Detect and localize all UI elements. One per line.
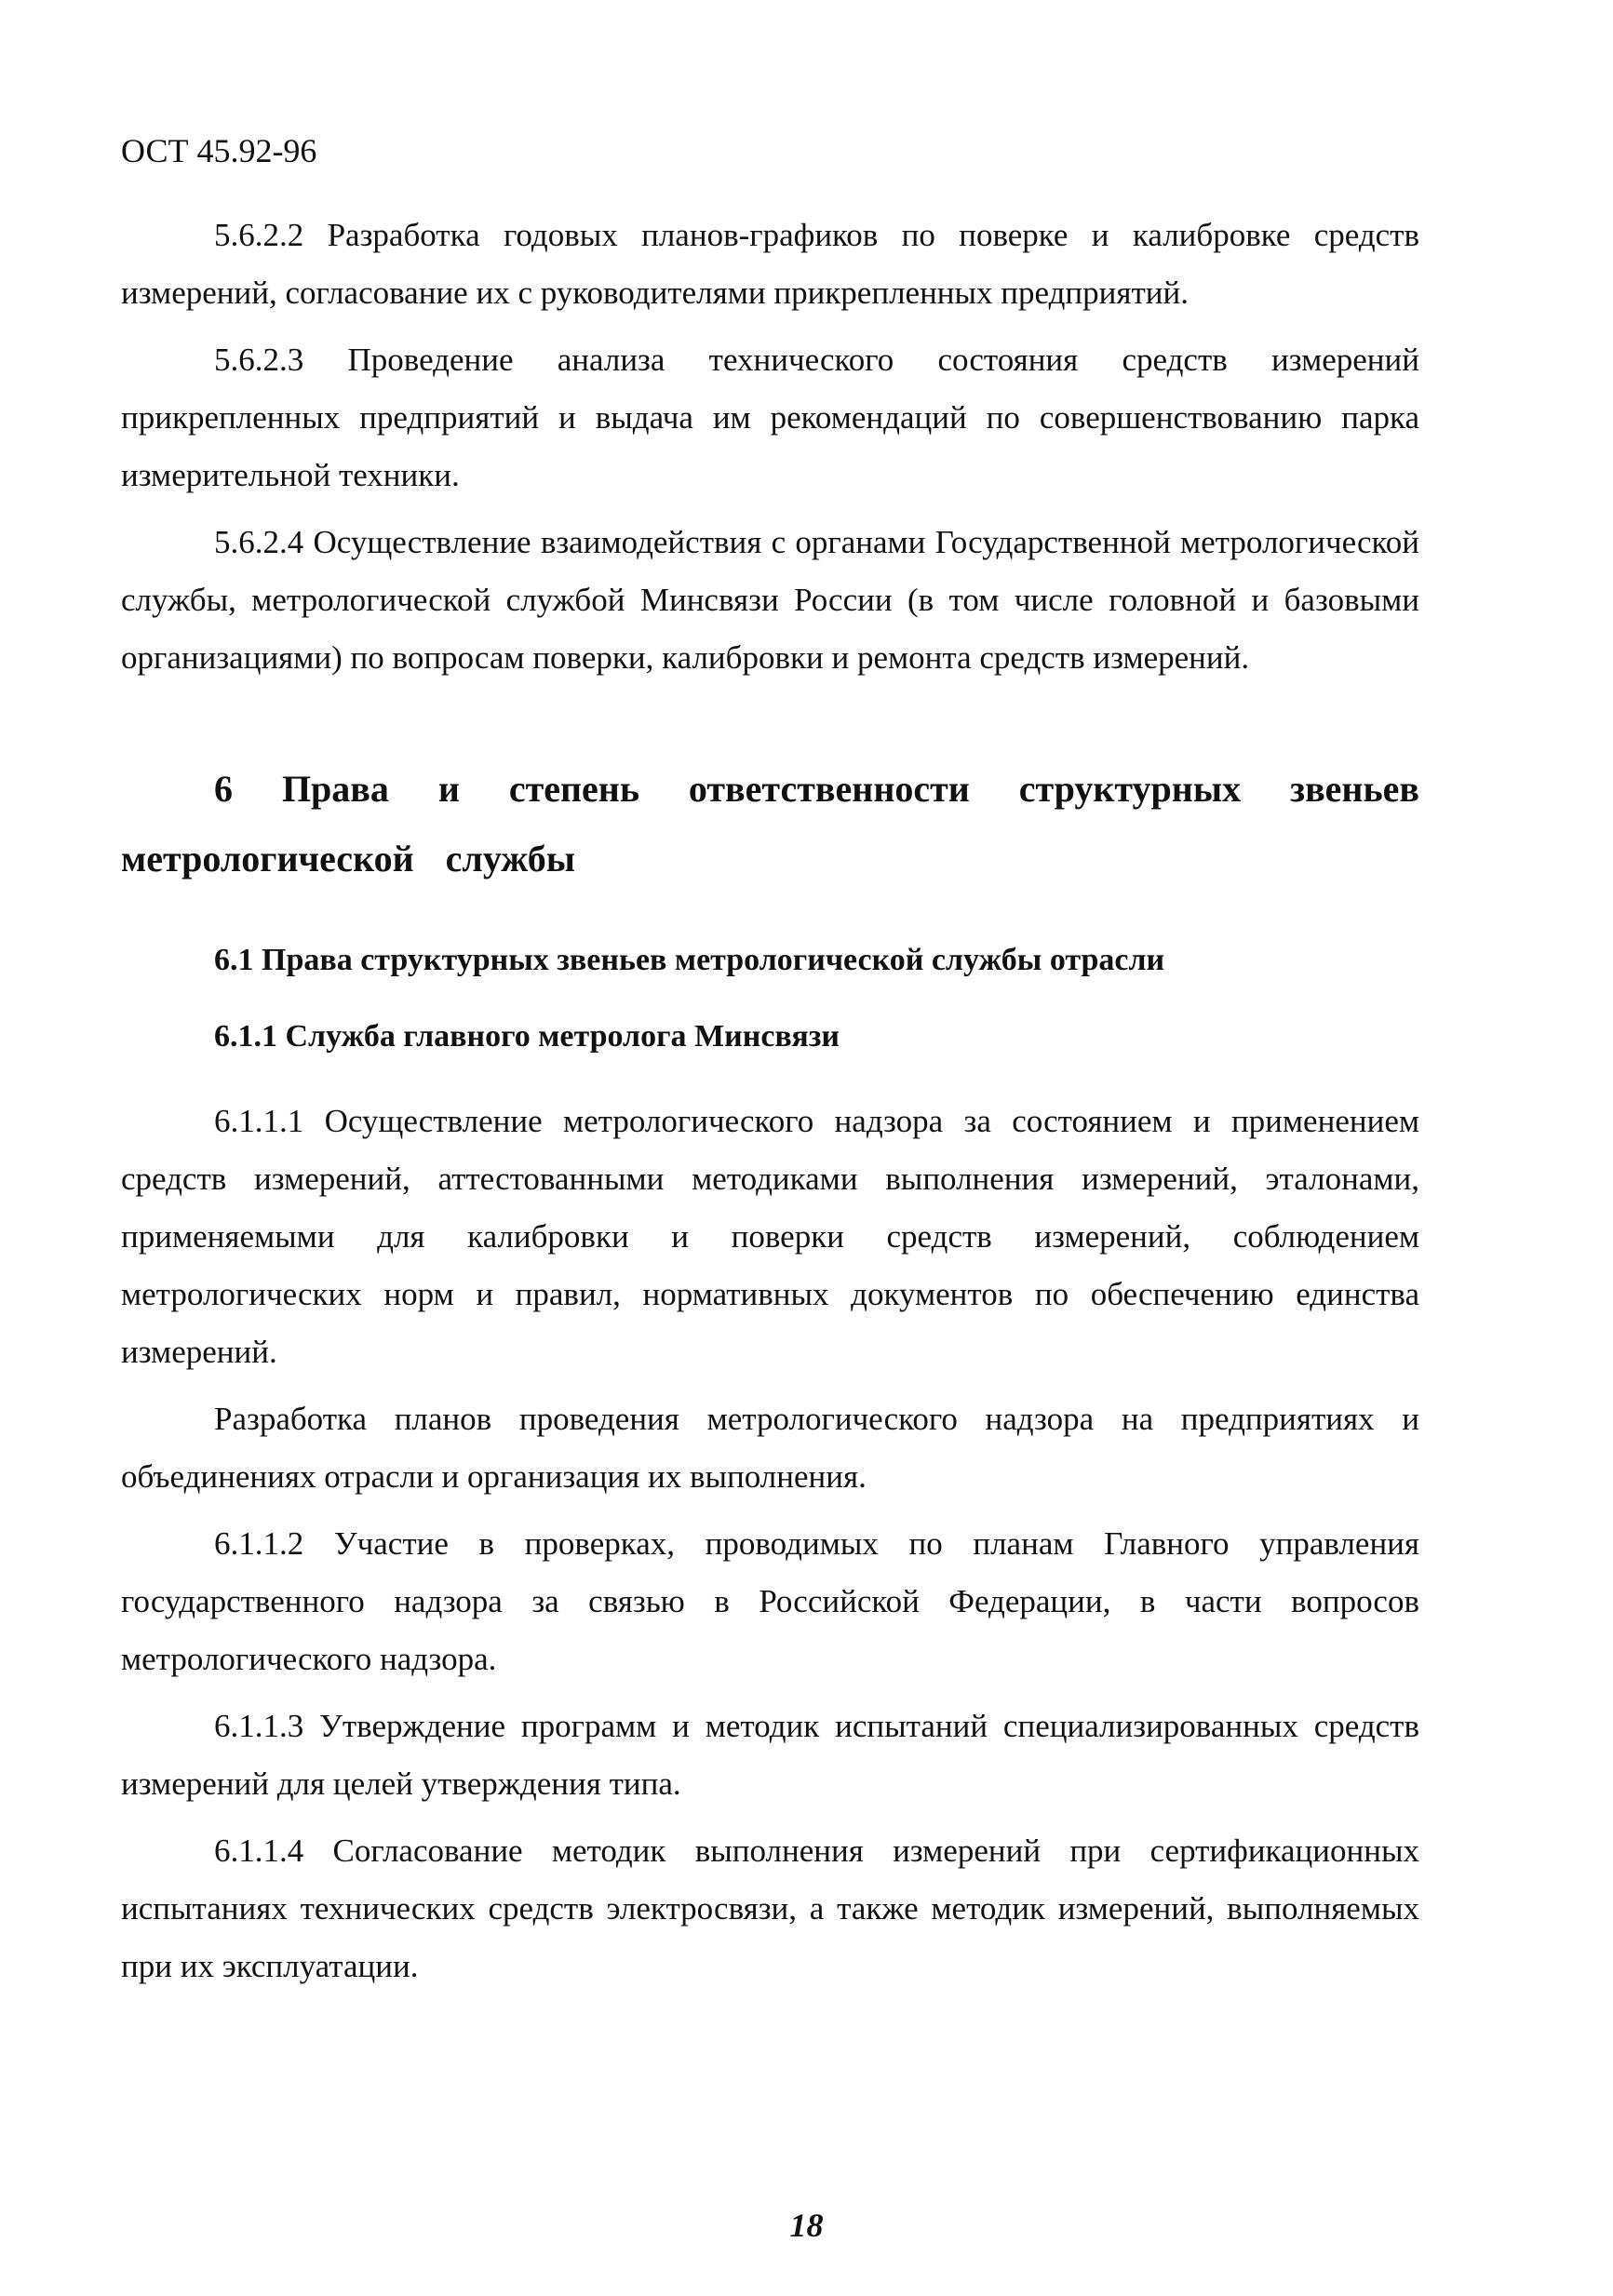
page-number: 18 <box>789 2207 824 2244</box>
section-6-1-heading: 6.1 Права структурных звеньев метрологической службы отрасли <box>214 943 1165 977</box>
paragraph-5-6-2-3: 5.6.2.3 Проведение анализа технического состояния средств измерений прикрепленных предприятий и выдача им рекомендаций по совершенствованию парка измерительной техники. <box>121 342 1419 493</box>
document-code: ОСТ 45.92-96 <box>121 132 317 169</box>
paragraph-5-6-2-2: 5.6.2.2 Разработка годовых планов-графиков по поверке и калибровке средств измерений, согласование их с руководителями прикрепленных предприятий. <box>121 217 1419 311</box>
paragraph-6-1-1-3: 6.1.1.3 Утверждение программ и методик испытаний специализированных средств измерений для целей утверждения типа. <box>121 1708 1419 1802</box>
document-body <box>121 207 1419 2005</box>
paragraph-6-1-1-1-continued: Разработка планов проведения метрологического надзора на предприятиях и объединениях отрасли и организация их выполнения. <box>121 1401 1419 1495</box>
paragraph-6-1-1-2: 6.1.1.2 Участие в проверках, проводимых по планам Главного управления государственного надзора за связью в Российской Федерации, в части вопросов метрологического надзора. <box>121 1525 1419 1677</box>
section-6-heading: 6 Права и степень ответственности структурных звеньев метрологической службы <box>121 768 1419 879</box>
paragraph-6-1-1-1: 6.1.1.1 Осуществление метрологического надзора за состоянием и применением средств измерений, аттестованными методиками выполнения измерений, эталонами, применяемыми для калибровки и поверки средств измерений, соблюдением метрологических норм и правил, нормативных документов по обеспечению единства измерений. <box>121 1103 1419 1370</box>
section-6-1-1-heading: 6.1.1 Служба главного метролога Минсвязи <box>214 1019 840 1054</box>
paragraph-6-1-1-4: 6.1.1.4 Согласование методик выполнения измерений при сертификационных испытаниях технических средств электросвязи, а также методик измерений, выполняемых при их эксплуатации. <box>121 1833 1419 1984</box>
paragraph-5-6-2-4: 5.6.2.4 Осуществление взаимодействия с органами Государственной метрологической службы, метрологической службой Минсвязи России (в том числе головной и базовыми организациями) по вопросам поверки, калибровки и ремонта средств измерений. <box>121 524 1419 676</box>
